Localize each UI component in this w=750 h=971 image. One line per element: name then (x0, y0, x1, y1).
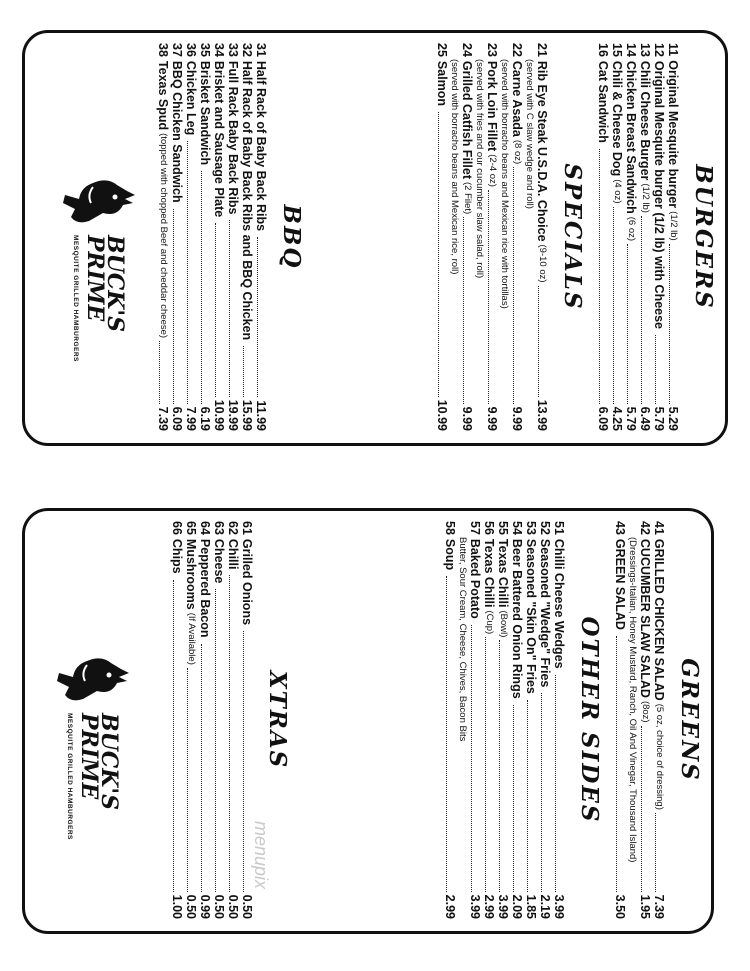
menu-item-price: 7.99 (184, 406, 198, 431)
menu-item (226, 521, 240, 919)
dotted-leader (613, 207, 614, 404)
menu-item (457, 521, 482, 919)
menu-item (474, 43, 499, 431)
menu-item-price: 7.39 (652, 894, 666, 919)
menu-item (524, 43, 549, 431)
menu-item-price: 1.00 (170, 894, 184, 919)
menu-item-price: 2.09 (510, 894, 524, 919)
dotted-leader (215, 223, 216, 396)
mule-logo-icon (51, 651, 131, 711)
menu-item-note: (2 Filet) (462, 181, 473, 215)
dotted-leader (243, 631, 244, 892)
section-specials (435, 43, 586, 431)
menu-item-number: 51 (552, 521, 566, 535)
menu-item (624, 43, 638, 431)
menu-item-name: Baked Potato (468, 538, 482, 619)
menu-item-row (170, 43, 184, 431)
menu-item (596, 43, 610, 431)
menu-item-name: Seasoned "Skin On" Fries (524, 538, 538, 694)
menu-item (482, 521, 496, 919)
menu-item-row (198, 43, 212, 431)
greens-title: GREENS (676, 658, 703, 782)
menu-item-row (652, 43, 666, 431)
menu-item-name: Grilled Catfish Fillet (460, 60, 474, 179)
menu-item-note: (2-4 oz) (487, 154, 498, 187)
menu-item-note: (If Available) (186, 612, 197, 665)
menu-item-name: Seasoned "Wedge" Fries (538, 538, 552, 688)
menu-item-price: 15.99 (240, 399, 254, 431)
logo-tagline: MESQUITE GRILLED HAMBURGERS (72, 235, 79, 362)
menu-item-number: 55 (496, 521, 510, 535)
menu-item-price: 11.99 (254, 400, 268, 431)
menu-item-price: 5.79 (652, 406, 666, 431)
bucks-prime-logo-bottom (41, 651, 131, 840)
menu-item-name: Half Rack of Baby Back Ribs and BBQ Chicken (240, 60, 254, 341)
menu-item-number: 23 (485, 43, 499, 57)
menu-item-price: 6.49 (638, 406, 652, 431)
section-greens (613, 521, 703, 919)
menu-panel-top (22, 30, 728, 446)
dotted-leader (471, 625, 472, 892)
logo-name-line2: PRIME (82, 235, 108, 322)
menu-item-price: 2.99 (482, 894, 496, 919)
menu-item-name: Cat Sandwich (596, 60, 610, 143)
menu-item-name: Chilli (226, 538, 240, 570)
menu-item-name: Rib Eye Steak U.S.D.A. Choice (535, 60, 549, 242)
menu-item (184, 43, 198, 431)
dotted-leader (499, 640, 500, 891)
menu-item-price: 6.19 (198, 406, 212, 431)
dotted-leader (187, 668, 188, 892)
menu-item (652, 521, 666, 919)
dotted-leader (655, 335, 656, 404)
menu-item (552, 521, 566, 919)
menu-item-number: 54 (510, 521, 524, 535)
menu-item-number: 14 (624, 43, 638, 57)
menu-item-number: 12 (652, 43, 666, 57)
menu-item-number: 63 (212, 521, 226, 535)
dotted-leader (187, 141, 188, 403)
menu-item-row (596, 43, 610, 431)
menu-item (627, 521, 652, 919)
menu-item-number: 52 (538, 521, 552, 535)
menu-item-row (468, 521, 482, 919)
menu-item (226, 43, 240, 431)
menu-item-note: (Cup) (484, 610, 495, 635)
menu-item-number: 57 (468, 521, 482, 535)
menu-item-name: Texas Chilli (496, 538, 510, 608)
menu-item (240, 43, 254, 431)
dotted-leader (669, 244, 670, 404)
menu-item-number: 53 (524, 521, 538, 535)
menu-item-name: Carne Asada (510, 60, 524, 137)
menu-item-row (460, 43, 474, 431)
menu-item-row (226, 43, 240, 431)
menu-item-row (524, 521, 538, 919)
menu-item-number: 66 (170, 521, 184, 535)
menu-item-name: Chicken Leg (184, 60, 198, 136)
dotted-leader (159, 341, 160, 404)
menu-item-name: Brisket Sandwich (198, 60, 212, 166)
menu-item-name: Half Rack of Baby Back Ribs (254, 60, 268, 232)
dotted-leader (201, 644, 202, 892)
specials-list (435, 43, 549, 431)
menu-item-row (170, 521, 184, 919)
menu-item-description: (served with fries and our cucumber slaw salad, roll) (474, 59, 485, 279)
menu-item-row (666, 43, 680, 431)
menu-item-number: 38 (156, 43, 170, 57)
menu-item-number: 41 (652, 521, 666, 535)
menu-item-row (212, 43, 226, 431)
menu-item (510, 521, 524, 919)
menu-item-row (613, 521, 627, 919)
dotted-leader (488, 190, 489, 404)
menu-item (198, 521, 212, 919)
menu-item-row (510, 43, 524, 431)
menu-item-row (535, 43, 549, 431)
column-burgers-specials (425, 43, 717, 431)
menu-item-note: (9-10 oz) (537, 244, 548, 283)
menu-item-name: Salmon (435, 60, 449, 107)
mule-logo-icon (57, 173, 137, 233)
menu-item-name: Chili & Cheese Dog (610, 60, 624, 177)
menu-item-row (485, 43, 499, 431)
dotted-leader (438, 112, 439, 397)
menu-item-price: 2.99 (443, 894, 457, 919)
menu-item-number: 43 (613, 521, 627, 535)
menu-item-note: (6 oz) (626, 216, 637, 242)
menu-item-row (610, 43, 624, 431)
menu-item-note: (1/2 lb) (668, 211, 679, 241)
logo-tagline: MESQUITE GRILLED HAMBURGERS (66, 713, 73, 840)
menu-item-number: 33 (226, 43, 240, 57)
dotted-leader (201, 171, 202, 404)
dotted-leader (541, 693, 542, 891)
column-greens-sides (433, 521, 703, 919)
menu-item-name: Chips (170, 538, 184, 574)
dotted-leader (599, 149, 600, 404)
menu-item-description: (served with borracho beans and Mexican rice, roll) (449, 59, 460, 275)
dotted-leader (555, 675, 556, 892)
menu-item-price: 9.99 (460, 406, 474, 431)
menu-item (198, 43, 212, 431)
menu-item-number: 35 (198, 43, 212, 57)
menu-item-note: (5 oz, choice of dressing) (654, 703, 665, 810)
dotted-leader (463, 217, 464, 403)
menu-item-number: 37 (170, 43, 184, 57)
menu-item-number: 21 (535, 43, 549, 57)
burgers-title: BURGERS (690, 164, 717, 310)
menu-item-row (482, 521, 496, 919)
dotted-leader (257, 237, 258, 397)
menu-item-description: (served with C slaw wedge and roll) (524, 59, 535, 209)
menu-item-number: 15 (610, 43, 624, 57)
menu-item-description: (Dressings-Italian, Honey Mustard, Ranch, Oil And Vinegar, Thousand Island) (627, 537, 638, 863)
menu-item-name: Chicken Breast Sandwich (624, 60, 638, 214)
menu-item-name: Beer Battered Onion Rings (510, 538, 524, 699)
menu-item (638, 43, 652, 431)
dotted-leader (513, 167, 514, 403)
xtras-title: XTRAS (264, 670, 291, 770)
other-sides-list (443, 521, 566, 919)
bbq-list (156, 43, 268, 431)
menu-item (435, 43, 449, 431)
logo-name (82, 235, 128, 333)
menu-item-note: (1/2 lb) (640, 183, 651, 213)
dotted-leader (173, 580, 174, 892)
specials-title: SPECIALS (559, 163, 586, 311)
menu-item (449, 43, 474, 431)
menu-item-row (496, 521, 510, 919)
menu-item (254, 43, 268, 431)
menu-item (613, 521, 627, 919)
menu-item (170, 43, 184, 431)
menu-item-name: GRILLED CHICKEN SALAD (652, 538, 666, 701)
menu-item-number: 62 (226, 521, 240, 535)
menu-item-number: 42 (638, 521, 652, 535)
menu-item-number: 22 (510, 43, 524, 57)
menu-item-note: (4 oz) (612, 179, 623, 204)
logo-name-line1: BUCK'S (96, 713, 122, 811)
xtras-list (170, 521, 254, 919)
burgers-list (596, 43, 680, 431)
section-other-sides (443, 521, 603, 919)
menu-item (212, 521, 226, 919)
menu-item (524, 521, 538, 919)
menu-item-price: 1.95 (638, 894, 652, 919)
menu-item-price: 7.39 (156, 406, 170, 431)
menu-item-name: BBQ Chicken Sandwich (170, 60, 184, 203)
column-bbq (72, 43, 305, 431)
dotted-leader (641, 216, 642, 404)
menu-item (170, 521, 184, 919)
dotted-leader (243, 346, 244, 397)
menu-item-number: 34 (212, 43, 226, 57)
menu-item-name: Chilli Cheese Wedges (552, 538, 566, 669)
menu-item-price: 19.99 (226, 399, 240, 431)
menu-item (610, 43, 624, 431)
menu-item-row (184, 521, 198, 919)
menu-item-row (443, 521, 457, 919)
logo-name (76, 713, 122, 811)
menu-item-price: 2.19 (538, 894, 552, 919)
logo-name-line2: PRIME (76, 713, 102, 800)
dotted-leader (446, 576, 447, 892)
menu-item-name: Peppered Bacon (198, 538, 212, 638)
menu-item-row (156, 43, 170, 431)
menu-panel-bottom (22, 508, 714, 934)
menu-item-number: 36 (184, 43, 198, 57)
menu-item-row (652, 521, 666, 919)
menu-item-row (254, 43, 268, 431)
menu-item-note: (topped with chopped Beef and cheddar cheese) (158, 133, 169, 339)
menu-item-row (435, 43, 449, 431)
menu-item-description: Butter, Sour Cream, Cheese, Chives, Bacon Bits (457, 537, 468, 742)
menu-item-price: 3.99 (552, 894, 566, 919)
watermark: menupix (251, 821, 271, 890)
menu-item-price: 4.25 (610, 406, 624, 431)
dotted-leader (616, 636, 617, 892)
menu-item-number: 32 (240, 43, 254, 57)
menu-item-row (510, 521, 524, 919)
dotted-leader (655, 813, 656, 892)
menu-item-name: Cheese (212, 538, 226, 584)
menu-item-number: 56 (482, 521, 496, 535)
menu-item-price: 6.09 (596, 406, 610, 431)
menu-item-name: Grilled Onions (240, 538, 254, 626)
menu-item (496, 521, 510, 919)
menu-item-number: 61 (240, 521, 254, 535)
menu-item (538, 521, 552, 919)
dotted-leader (229, 575, 230, 891)
menu-item-name: Chili Cheese Burger (638, 60, 652, 181)
menu-item-row (240, 43, 254, 431)
bbq-title: BBQ (278, 204, 305, 270)
dotted-leader (485, 637, 486, 891)
bucks-prime-logo (47, 173, 137, 362)
menu-item-name: Texas Chilli (482, 538, 496, 608)
menu-item-row (552, 521, 566, 919)
menu-item-name: Texas Spud (156, 60, 170, 131)
menu-item (499, 43, 524, 431)
dotted-leader (229, 220, 230, 396)
menu-item-price: 5.29 (666, 406, 680, 431)
section-burgers (596, 43, 717, 431)
menu-item-price: 3.99 (468, 894, 482, 919)
menu-item-name: GREEN SALAD (613, 538, 627, 630)
menu-item-row (624, 43, 638, 431)
menu-item-note: (Bowl) (498, 610, 509, 638)
menu-item-price: 10.99 (212, 399, 226, 431)
menu-item-price: 10.99 (435, 399, 449, 431)
dotted-leader (173, 209, 174, 404)
menu-item-price: 9.99 (485, 406, 499, 431)
dotted-leader (513, 705, 514, 892)
menu-item-name: Brisket and Sausage Plate (212, 60, 226, 218)
menu-item-number: 58 (443, 521, 457, 535)
menu-item-price: 0.50 (240, 894, 254, 919)
menu-item-name: Full Rack Baby Back Ribs (226, 60, 240, 215)
menu-item-number: 16 (596, 43, 610, 57)
menu-item-row (638, 43, 652, 431)
menu-item-name: CUCUMBER SLAW SALAD (638, 538, 652, 698)
dotted-leader (215, 589, 216, 891)
menu-item-price: 6.09 (170, 406, 184, 431)
menu-item-price: 0.50 (226, 894, 240, 919)
menu-item-note: (8 oz) (512, 139, 523, 165)
menu-item-price: 5.79 (624, 406, 638, 431)
dotted-leader (527, 700, 528, 892)
menu-item (156, 43, 170, 431)
menu-item-note: (8oz) (640, 700, 651, 723)
column-xtras (66, 521, 291, 919)
menu-item-number: 24 (460, 43, 474, 57)
section-bbq (156, 43, 305, 431)
dotted-leader (627, 244, 628, 404)
menu-item-row (184, 43, 198, 431)
dotted-leader (641, 726, 642, 892)
menu-item (443, 521, 457, 919)
menu-item-name: Soup (443, 538, 457, 571)
menu-item-number: 13 (638, 43, 652, 57)
menu-item-row (638, 521, 652, 919)
menu-item-price: 0.50 (212, 894, 226, 919)
section-xtras (170, 521, 291, 919)
menu-item-name: Pork Loin Fillet (485, 60, 499, 152)
menu-item-price: 3.99 (496, 894, 510, 919)
menu-item-row (198, 521, 212, 919)
menu-item-row (226, 521, 240, 919)
menu-item-price: 1.85 (524, 894, 538, 919)
greens-list (613, 521, 666, 919)
menu-item-row (212, 521, 226, 919)
logo-name-line1: BUCK'S (102, 235, 128, 333)
menu-item-price: 3.50 (613, 894, 627, 919)
menu-item (212, 43, 226, 431)
menu-item-name: Original Mesquite burger (666, 60, 680, 209)
menu-item-number: 25 (435, 43, 449, 57)
menu-item-row (538, 521, 552, 919)
menu-item (666, 43, 680, 431)
menu-item-number: 65 (184, 521, 198, 535)
menu-item-price: 0.50 (184, 894, 198, 919)
dotted-leader (538, 286, 539, 397)
menu-item-description: (served with borracho beans and Mexican rice with tortillas) (499, 59, 510, 309)
menu-item-name: Original Mesquite burger (1/2 lb) with Cheese (652, 60, 666, 330)
menu-item (184, 521, 198, 919)
other-sides-title: OTHER SIDES (576, 616, 603, 824)
menu-item-price: 9.99 (510, 406, 524, 431)
menu-item-number: 11 (666, 43, 680, 57)
menu-item-price: 13.99 (535, 399, 549, 431)
menu-item (652, 43, 666, 431)
menu-item-price: 0.99 (198, 894, 212, 919)
menu-item-name: Mushrooms (184, 538, 198, 610)
menu-item-number: 64 (198, 521, 212, 535)
menu-item-number: 31 (254, 43, 268, 57)
